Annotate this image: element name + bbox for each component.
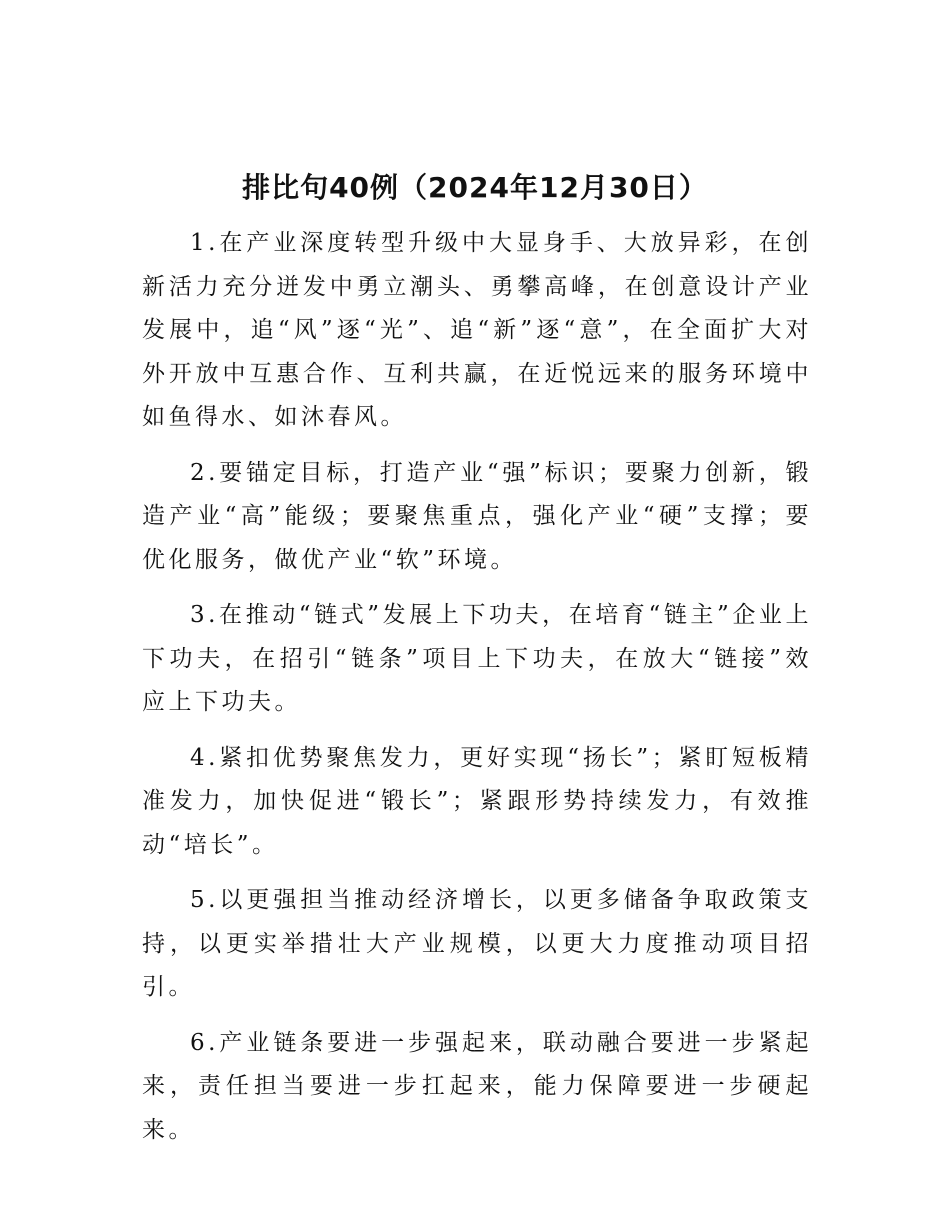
- paragraph-6: 6.产业链条要进一步强起来，联动融合要进一步紧起来，责任担当要进一步扛起来，能力保障要进一步硬起来。: [142, 1029, 812, 1143]
- document-title: 排比句40例（2024年12月30日）: [242, 171, 708, 204]
- paragraph-5: 5.以更强担当推动经济增长，以更多储备争取政策支持，以更实举措壮大产业规模，以更大力度推动项目招引。: [142, 887, 812, 1000]
- paragraph-4: 4.紧扣优势聚焦发力，更好实现“扬长”；紧盯短板精准发力，加快促进“锻长”；紧跟形势持续发力，有效推动“培长”。: [142, 744, 812, 858]
- paragraph-2: 2.要锚定目标，打造产业“强”标识；要聚力创新，锻造产业“高”能级；要聚焦重点，强化产业“硬”支撑；要优化服务，做优产业“软”环境。: [142, 459, 812, 573]
- paragraph-1: 1.在产业深度转型升级中大显身手、大放异彩，在创新活力充分迸发中勇立潮头、勇攀高峰，在创意设计产业发展中，追“风”逐“光”、追“新”逐“意”，在全面扩大对外开放中互惠合作、互利共赢，在近悦远来的服务环境中如鱼得水、如沐春风。: [142, 230, 812, 430]
- paragraph-3: 3.在推动“链式”发展上下功夫，在培育“链主”企业上下功夫，在招引“链条”项目上下功夫，在放大“链接”效应上下功夫。: [142, 602, 812, 715]
- document-body: [142, 222, 812, 1164]
